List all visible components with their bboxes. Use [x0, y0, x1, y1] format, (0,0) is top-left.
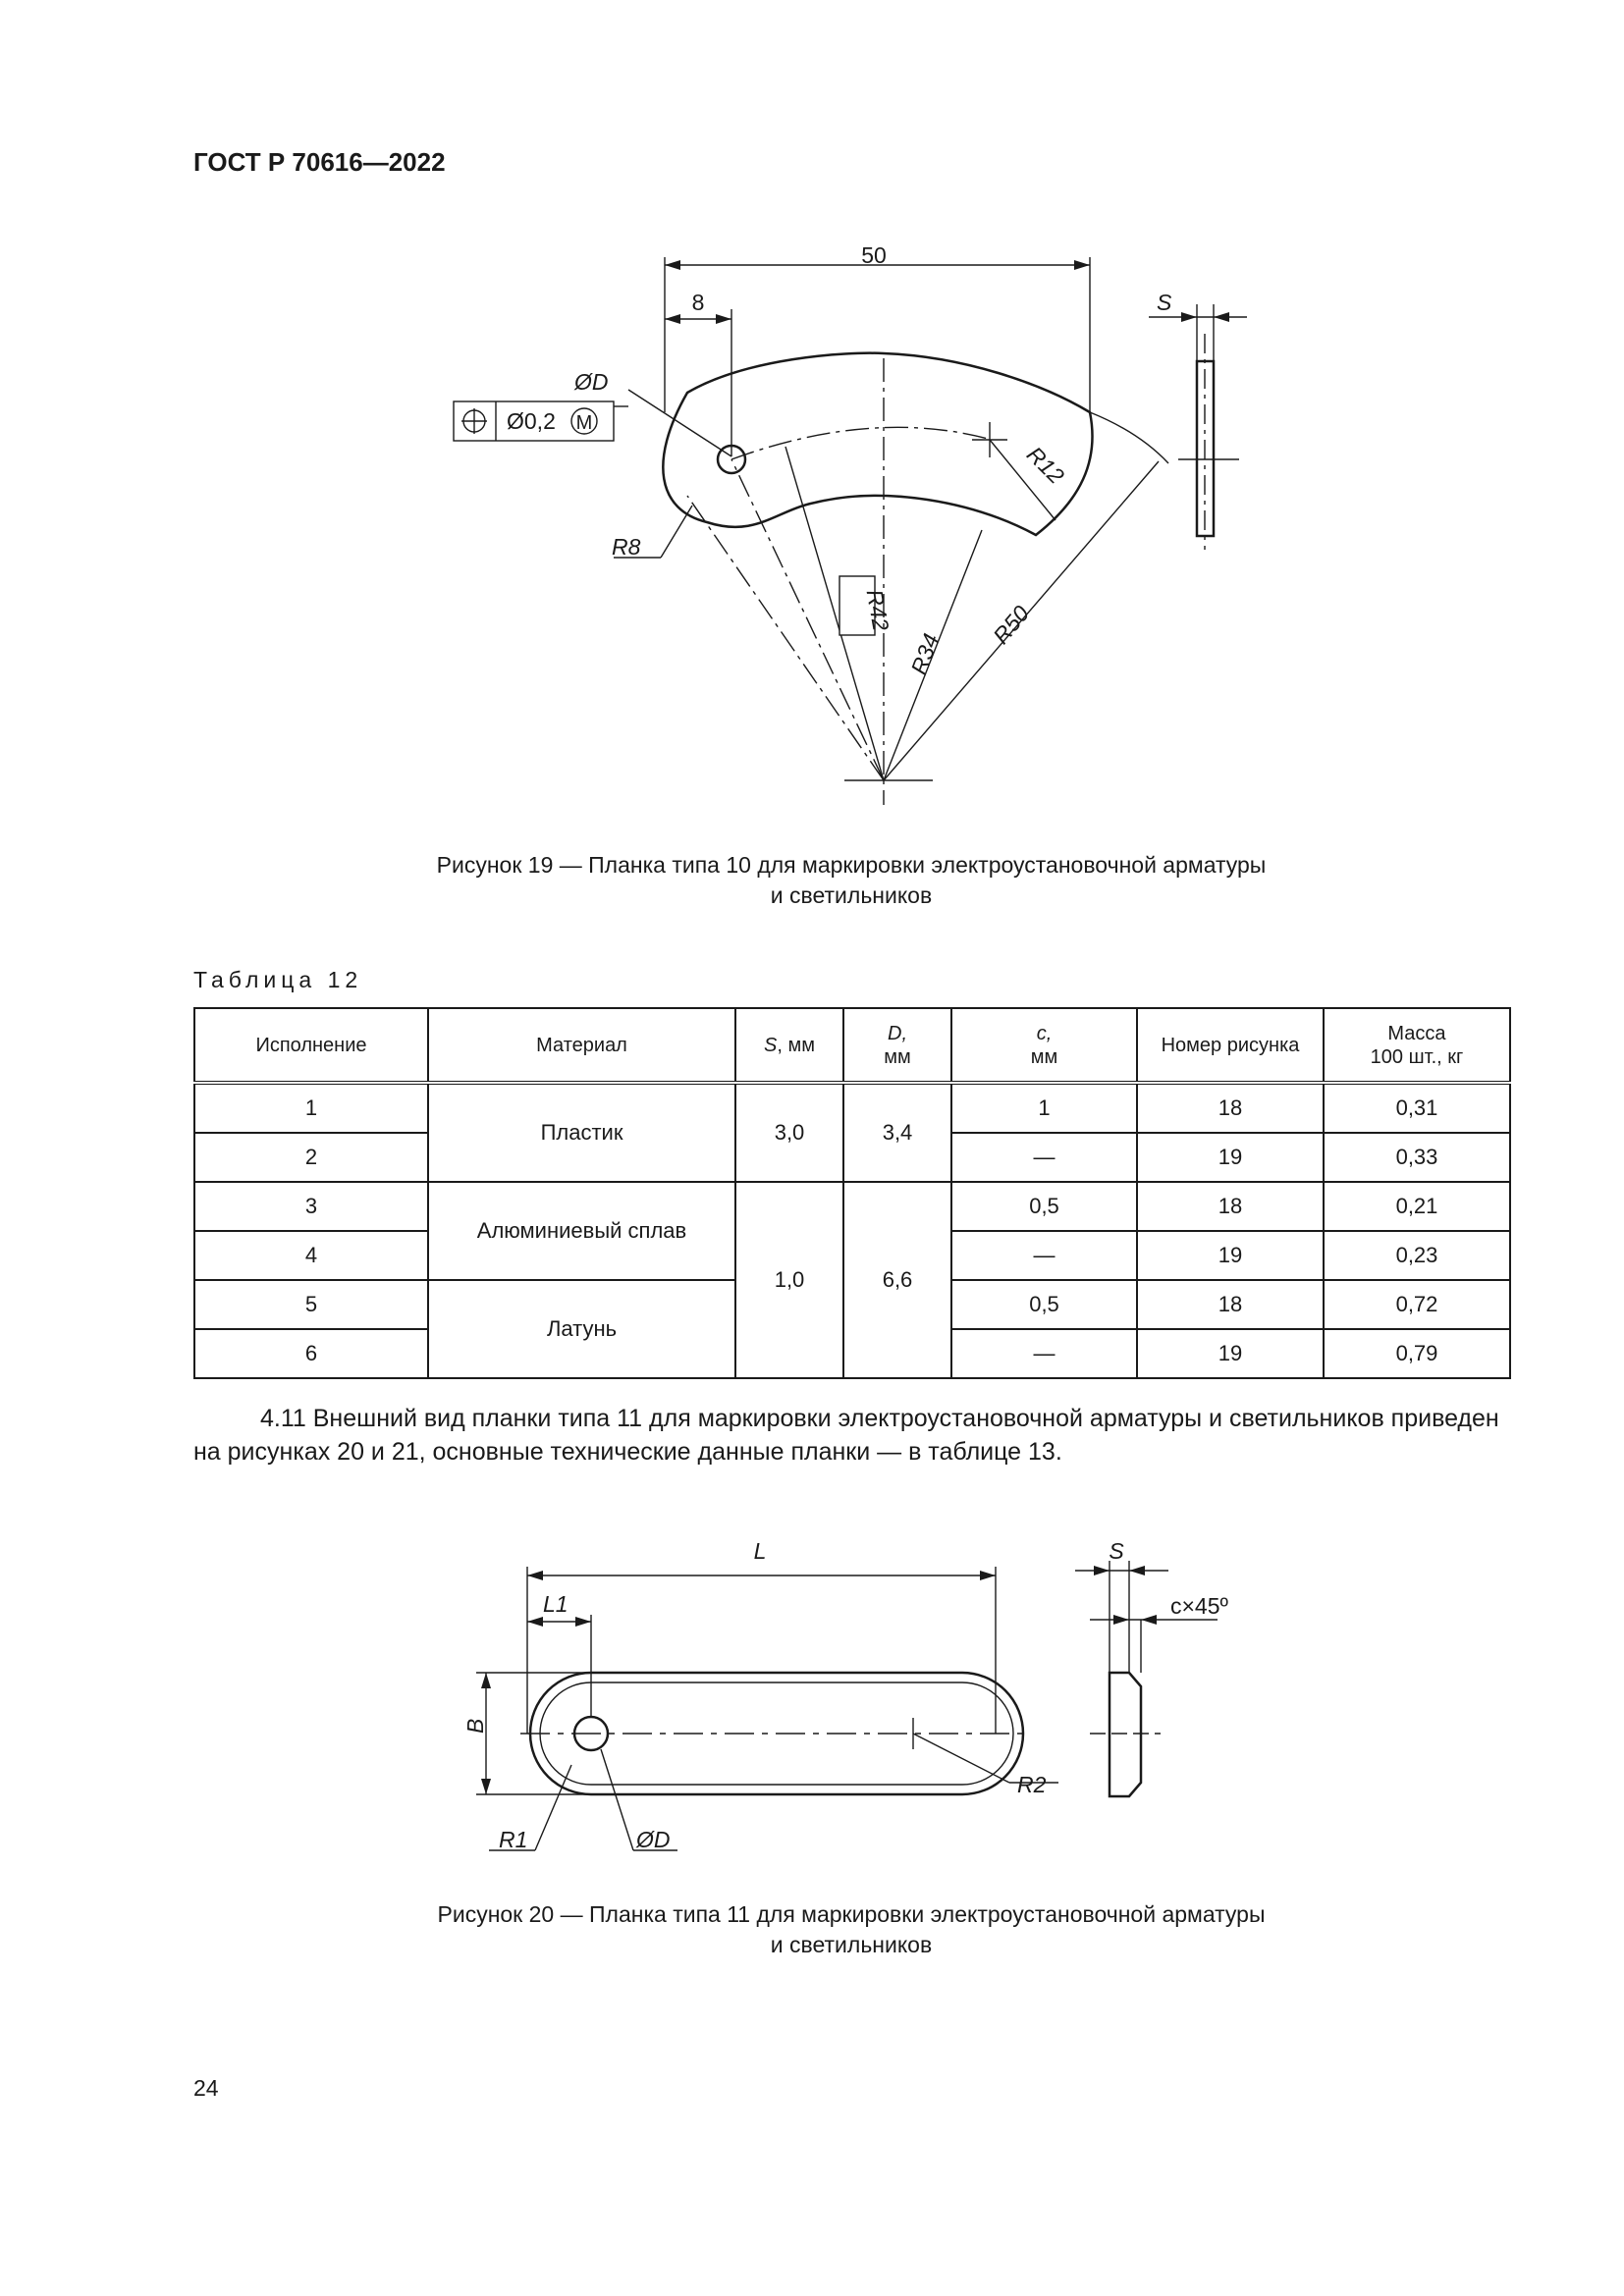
- header-variant: Исполнение: [194, 1008, 428, 1083]
- cell-variant: 5: [194, 1280, 428, 1329]
- cell-s-plastic: 3,0: [735, 1083, 843, 1182]
- dim-r12: R12: [1021, 441, 1070, 489]
- cell-c: —: [951, 1231, 1137, 1280]
- cell-c: —: [951, 1329, 1137, 1378]
- cell-figure: 18: [1137, 1182, 1324, 1231]
- cell-mass: 0,31: [1324, 1083, 1510, 1133]
- dim-hole: ØD: [574, 369, 609, 395]
- cell-c: 0,5: [951, 1182, 1137, 1231]
- cell-mass: 0,23: [1324, 1231, 1510, 1280]
- cell-figure: 18: [1137, 1280, 1324, 1329]
- cell-mass: 0,33: [1324, 1133, 1510, 1182]
- header-d: D, мм: [843, 1008, 951, 1083]
- table-12: [193, 1007, 1511, 1379]
- cell-c: —: [951, 1133, 1137, 1182]
- cell-figure: 18: [1137, 1083, 1324, 1133]
- figure-19-drawing: [0, 0, 1624, 864]
- figure-20-caption-line2: и светильников: [770, 1932, 933, 1957]
- document-header: ГОСТ Р 70616—2022: [193, 147, 446, 177]
- dim-r1: R1: [499, 1827, 528, 1852]
- header-s: S, мм: [735, 1008, 843, 1083]
- cell-variant: 6: [194, 1329, 428, 1378]
- header-c: c, мм: [951, 1008, 1137, 1083]
- dim-thickness: S: [1157, 290, 1172, 315]
- cell-figure: 19: [1137, 1329, 1324, 1378]
- side-view-profile: [1110, 1673, 1141, 1796]
- cell-figure: 19: [1137, 1133, 1324, 1182]
- dim-tolerance: Ø0,2: [507, 408, 556, 434]
- header-mass: Масса 100 шт., кг: [1324, 1008, 1510, 1083]
- header-figure: Номер рисунка: [1137, 1008, 1324, 1083]
- cell-s-metal: 1,0: [735, 1182, 843, 1378]
- dim-r50: R50: [988, 600, 1035, 649]
- cell-c: 1: [951, 1083, 1137, 1133]
- cell-variant: 4: [194, 1231, 428, 1280]
- page-number: 24: [193, 2075, 219, 2101]
- plank-outline: [663, 353, 1092, 535]
- cell-mass: 0,21: [1324, 1182, 1510, 1231]
- cell-mass: 0,72: [1324, 1280, 1510, 1329]
- table-12-label: Таблица 12: [193, 967, 363, 992]
- figure-20-caption-line1: Рисунок 20 — Планка типа 11 для маркировки электроустановочной арматуры: [437, 1901, 1266, 1927]
- cell-material-aluminium: Алюминиевый сплав: [428, 1182, 735, 1280]
- table-row: [194, 1083, 1510, 1133]
- dim-width: 50: [861, 242, 887, 268]
- dim-r2: R2: [1017, 1772, 1047, 1797]
- dim-offset: 8: [691, 290, 705, 315]
- dim-b: B: [462, 1718, 488, 1734]
- cell-variant: 2: [194, 1133, 428, 1182]
- cell-variant: 3: [194, 1182, 428, 1231]
- dim-r34: R34: [905, 630, 945, 678]
- dim-hole: ØD: [636, 1827, 671, 1852]
- cell-d-metal: 6,6: [843, 1182, 951, 1378]
- figure-20-drawing: [0, 1522, 1624, 1875]
- table-row: [194, 1182, 1510, 1231]
- header-material: Материал: [428, 1008, 735, 1083]
- dim-thickness: S: [1109, 1538, 1124, 1564]
- cell-mass: 0,79: [1324, 1329, 1510, 1378]
- dim-modifier: M: [575, 412, 593, 434]
- cell-variant: 1: [194, 1083, 428, 1133]
- cell-material-plastic: Пластик: [428, 1083, 735, 1182]
- dim-length: L: [753, 1538, 767, 1564]
- dim-r8: R8: [612, 534, 641, 560]
- dim-r42: R42: [861, 587, 894, 633]
- cell-d-plastic: 3,4: [843, 1083, 951, 1182]
- figure-19-caption-line1: Рисунок 19 — Планка типа 10 для маркировки электроустановочной арматуры: [436, 852, 1267, 878]
- cell-c: 0,5: [951, 1280, 1137, 1329]
- table-header-row: [194, 1008, 1510, 1083]
- dim-chamfer: c×45º: [1170, 1593, 1228, 1619]
- dim-l1: L1: [543, 1591, 568, 1617]
- paragraph-4-11: 4.11 Внешний вид планки типа 11 для маркировки электроустановочной арматуры и светильников приведен на рисунках 20 и 21, основные технические данные планки — в таблице 13.: [193, 1405, 1499, 1466]
- cell-figure: 19: [1137, 1231, 1324, 1280]
- cell-material-brass: Латунь: [428, 1280, 735, 1378]
- figure-19-caption-line2: и светильников: [770, 882, 933, 908]
